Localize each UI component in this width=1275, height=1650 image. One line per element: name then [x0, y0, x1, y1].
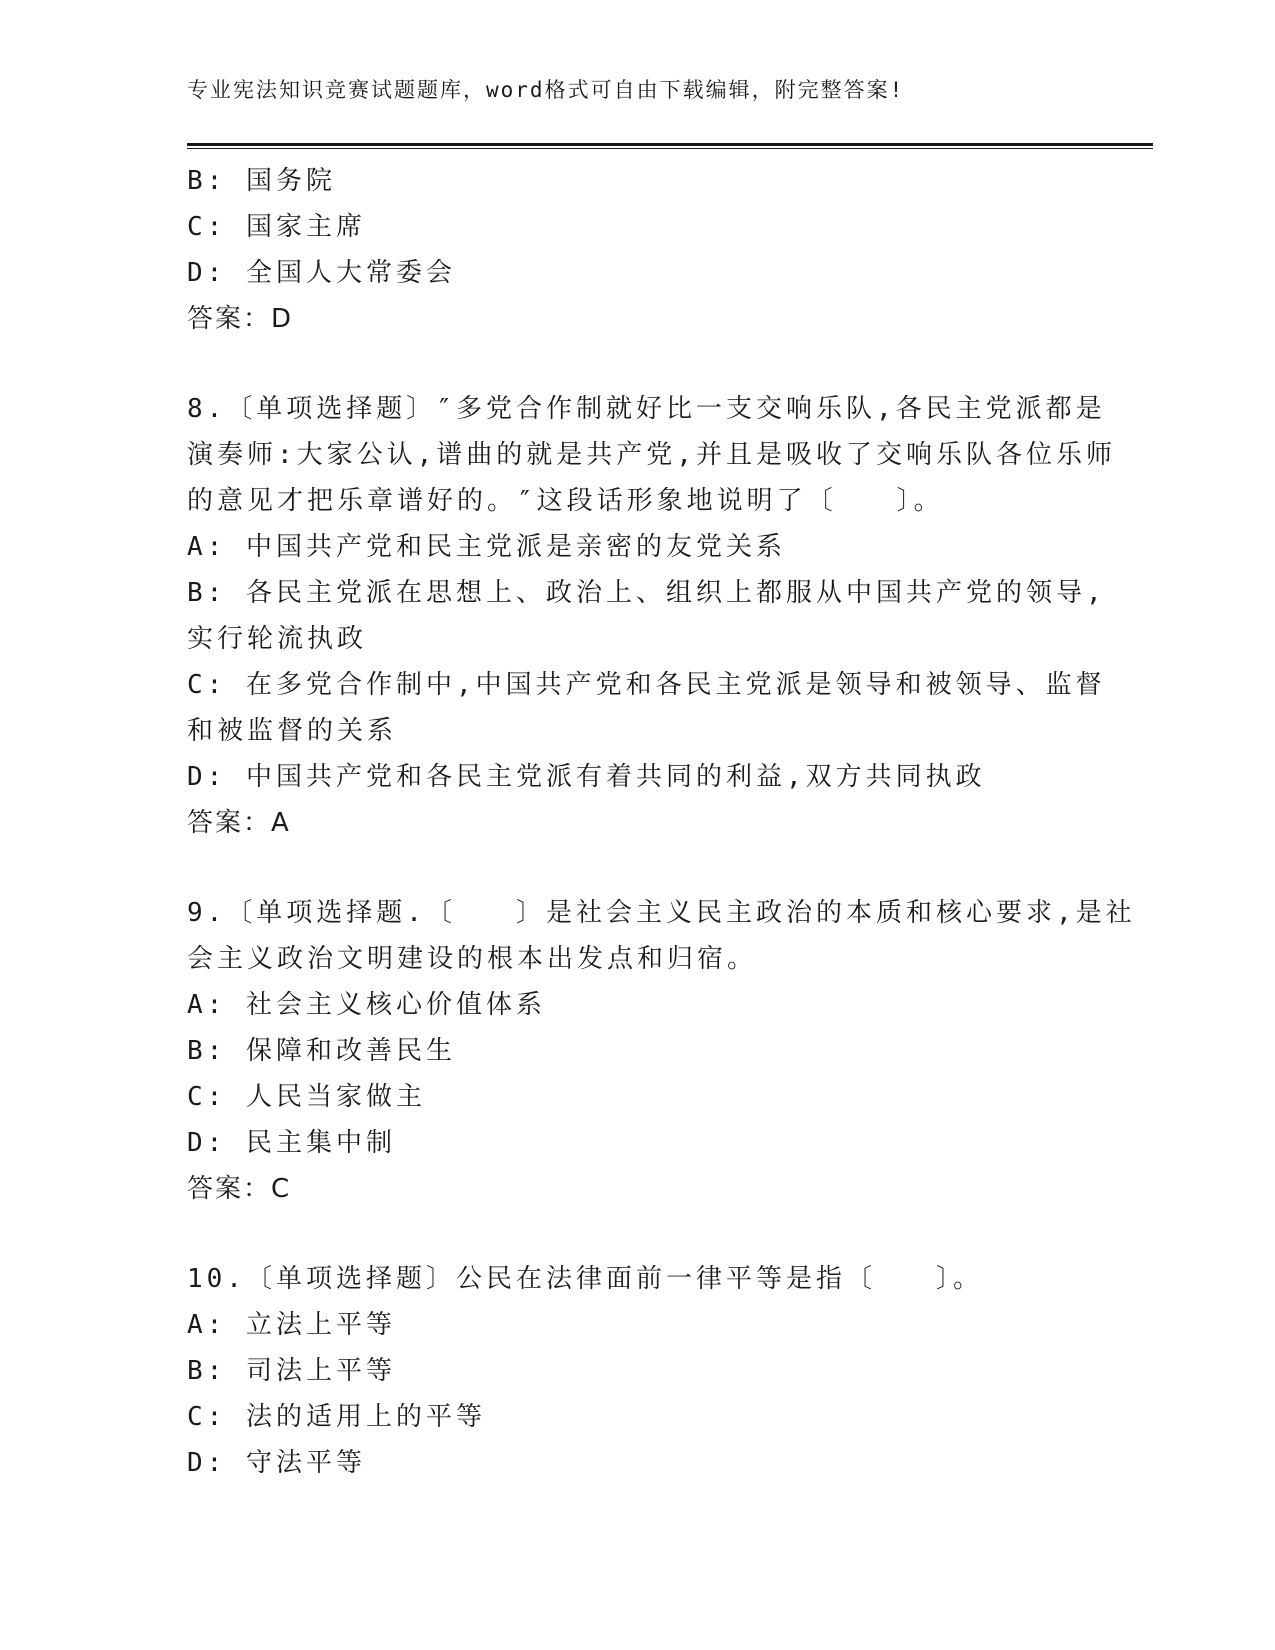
question-7-partial — [187, 158, 1077, 342]
option-c-continued: 和被监督的关系 — [187, 716, 398, 746]
answer-line: 答案：C — [187, 1174, 292, 1204]
question-stem-line: 10.〔单项选择题〕公民在法律面前一律平等是指〔 〕。 — [187, 1264, 983, 1294]
option-c: C: 人民当家做主 — [187, 1082, 426, 1112]
option-b: B: 司法上平等 — [187, 1356, 396, 1386]
option-d: D: 守法平等 — [187, 1448, 366, 1478]
answer-line: 答案：A — [187, 808, 291, 838]
question-stem-line: 9.〔单项选择题.〔 〕是社会主义民主政治的本质和核心要求,是社 — [187, 898, 1136, 928]
question-8 — [187, 386, 1116, 846]
spacer — [187, 846, 1077, 890]
question-stem-line: 演奏师:大家公认,谱曲的就是共产党,并且是吸收了交响乐队各位乐师 — [187, 440, 1116, 470]
question-stem-line: 会主义政治文明建设的根本出发点和归宿。 — [187, 944, 758, 974]
header-divider-thin — [187, 148, 1153, 149]
option-c: C: 在多党合作制中,中国共产党和各民主党派是领导和被领导、监督 — [187, 670, 1106, 700]
option-b: B: 国务院 — [187, 166, 336, 196]
question-stem-line: 8.〔单项选择题〕″多党合作制就好比一支交响乐队,各民主党派都是 — [187, 394, 1106, 424]
question-stem-line: 的意见才把乐章谱好的。″这段话形象地说明了〔 〕。 — [187, 486, 944, 516]
answer-line: 答案：D — [187, 304, 294, 334]
document-body — [187, 158, 1136, 1486]
header-divider-thick — [187, 143, 1153, 146]
option-a: A: 立法上平等 — [187, 1310, 396, 1340]
question-10 — [187, 1256, 1077, 1486]
spacer — [187, 342, 1077, 386]
question-9 — [187, 890, 1136, 1212]
option-b: B: 保障和改善民生 — [187, 1036, 456, 1066]
option-c: C: 国家主席 — [187, 212, 366, 242]
option-b-continued: 实行轮流执政 — [187, 624, 368, 654]
option-d: D: 民主集中制 — [187, 1128, 396, 1158]
header-divider — [187, 143, 1153, 150]
option-a: A: 中国共产党和民主党派是亲密的友党关系 — [187, 532, 786, 562]
option-a: A: 社会主义核心价值体系 — [187, 990, 546, 1020]
option-c: C: 法的适用上的平等 — [187, 1402, 486, 1432]
option-b: B: 各民主党派在思想上、政治上、组织上都服从中国共产党的领导, — [187, 578, 1106, 608]
option-d: D: 全国人大常委会 — [187, 258, 456, 288]
page-header: 专业宪法知识竞赛试题题库，word格式可自由下载编辑，附完整答案! — [187, 78, 905, 102]
spacer — [187, 1212, 1077, 1256]
option-d: D: 中国共产党和各民主党派有着共同的利益,双方共同执政 — [187, 762, 986, 792]
